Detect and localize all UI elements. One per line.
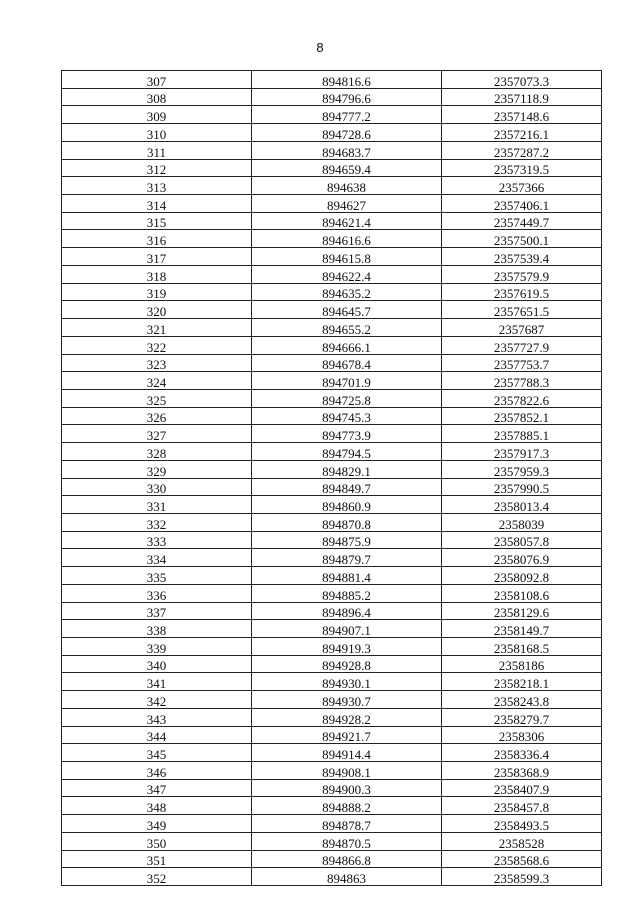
point-number-cell: 341 — [62, 673, 252, 691]
coordinates-table — [61, 70, 602, 886]
table-row — [62, 744, 602, 762]
y-coordinate-cell: 2357366 — [442, 177, 602, 195]
table-row — [62, 655, 602, 673]
y-coordinate-cell: 2358129.6 — [442, 602, 602, 620]
point-number-cell: 336 — [62, 584, 252, 602]
point-number-cell: 346 — [62, 762, 252, 780]
x-coordinate-cell: 894622.4 — [252, 265, 442, 283]
point-number-cell: 320 — [62, 301, 252, 319]
y-coordinate-cell: 2357406.1 — [442, 195, 602, 213]
table-row — [62, 513, 602, 531]
y-coordinate-cell: 2357216.1 — [442, 124, 602, 142]
y-coordinate-cell: 2357500.1 — [442, 230, 602, 248]
y-coordinate-cell: 2358368.9 — [442, 762, 602, 780]
y-coordinate-cell: 2357619.5 — [442, 283, 602, 301]
x-coordinate-cell: 894860.9 — [252, 496, 442, 514]
point-number-cell: 352 — [62, 868, 252, 886]
y-coordinate-cell: 2357885.1 — [442, 425, 602, 443]
x-coordinate-cell: 894627 — [252, 195, 442, 213]
point-number-cell: 307 — [62, 71, 252, 89]
point-number-cell: 335 — [62, 567, 252, 585]
y-coordinate-cell: 2358057.8 — [442, 531, 602, 549]
table-row — [62, 177, 602, 195]
x-coordinate-cell: 894866.8 — [252, 850, 442, 868]
x-coordinate-cell: 894616.6 — [252, 230, 442, 248]
table-row — [62, 407, 602, 425]
y-coordinate-cell: 2358407.9 — [442, 779, 602, 797]
table-row — [62, 248, 602, 266]
point-number-cell: 310 — [62, 124, 252, 142]
table-row — [62, 496, 602, 514]
y-coordinate-cell: 2357651.5 — [442, 301, 602, 319]
x-coordinate-cell: 894745.3 — [252, 407, 442, 425]
y-coordinate-cell: 2357727.9 — [442, 336, 602, 354]
y-coordinate-cell: 2358108.6 — [442, 584, 602, 602]
x-coordinate-cell: 894896.4 — [252, 602, 442, 620]
y-coordinate-cell: 2358243.8 — [442, 691, 602, 709]
y-coordinate-cell: 2357852.1 — [442, 407, 602, 425]
table-row — [62, 850, 602, 868]
point-number-cell: 327 — [62, 425, 252, 443]
coordinates-table-body — [62, 71, 602, 886]
table-row — [62, 673, 602, 691]
x-coordinate-cell: 894666.1 — [252, 336, 442, 354]
point-number-cell: 312 — [62, 159, 252, 177]
point-number-cell: 340 — [62, 655, 252, 673]
x-coordinate-cell: 894881.4 — [252, 567, 442, 585]
table-row — [62, 336, 602, 354]
table-row — [62, 106, 602, 124]
x-coordinate-cell: 894908.1 — [252, 762, 442, 780]
x-coordinate-cell: 894921.7 — [252, 726, 442, 744]
x-coordinate-cell: 894796.6 — [252, 88, 442, 106]
x-coordinate-cell: 894930.7 — [252, 691, 442, 709]
point-number-cell: 319 — [62, 283, 252, 301]
point-number-cell: 347 — [62, 779, 252, 797]
point-number-cell: 317 — [62, 248, 252, 266]
x-coordinate-cell: 894888.2 — [252, 797, 442, 815]
point-number-cell: 343 — [62, 708, 252, 726]
point-number-cell: 329 — [62, 460, 252, 478]
x-coordinate-cell: 894638 — [252, 177, 442, 195]
table-row — [62, 265, 602, 283]
x-coordinate-cell: 894816.6 — [252, 71, 442, 89]
table-row — [62, 212, 602, 230]
point-number-cell: 323 — [62, 354, 252, 372]
table-row — [62, 531, 602, 549]
table-row — [62, 868, 602, 886]
table-row — [62, 708, 602, 726]
y-coordinate-cell: 2358568.6 — [442, 850, 602, 868]
table-row — [62, 389, 602, 407]
y-coordinate-cell: 2357073.3 — [442, 71, 602, 89]
point-number-cell: 330 — [62, 478, 252, 496]
page-number: 8 — [316, 40, 324, 55]
table-row — [62, 478, 602, 496]
table-row — [62, 124, 602, 142]
x-coordinate-cell: 894728.6 — [252, 124, 442, 142]
y-coordinate-cell: 2358457.8 — [442, 797, 602, 815]
point-number-cell: 325 — [62, 389, 252, 407]
point-number-cell: 322 — [62, 336, 252, 354]
y-coordinate-cell: 2357959.3 — [442, 460, 602, 478]
x-coordinate-cell: 894914.4 — [252, 744, 442, 762]
y-coordinate-cell: 2357449.7 — [442, 212, 602, 230]
table-row — [62, 195, 602, 213]
x-coordinate-cell: 894870.8 — [252, 513, 442, 531]
table-row — [62, 567, 602, 585]
y-coordinate-cell: 2358599.3 — [442, 868, 602, 886]
y-coordinate-cell: 2357917.3 — [442, 443, 602, 461]
point-number-cell: 332 — [62, 513, 252, 531]
x-coordinate-cell: 894794.5 — [252, 443, 442, 461]
table-row — [62, 443, 602, 461]
point-number-cell: 316 — [62, 230, 252, 248]
x-coordinate-cell: 894930.1 — [252, 673, 442, 691]
y-coordinate-cell: 2357788.3 — [442, 372, 602, 390]
x-coordinate-cell: 894659.4 — [252, 159, 442, 177]
x-coordinate-cell: 894928.2 — [252, 708, 442, 726]
table-row — [62, 354, 602, 372]
table-row — [62, 638, 602, 656]
point-number-cell: 328 — [62, 443, 252, 461]
x-coordinate-cell: 894829.1 — [252, 460, 442, 478]
point-number-cell: 311 — [62, 141, 252, 159]
table-row — [62, 71, 602, 89]
point-number-cell: 331 — [62, 496, 252, 514]
point-number-cell: 314 — [62, 195, 252, 213]
point-number-cell: 344 — [62, 726, 252, 744]
y-coordinate-cell: 2357579.9 — [442, 265, 602, 283]
point-number-cell: 338 — [62, 620, 252, 638]
y-coordinate-cell: 2357687 — [442, 319, 602, 337]
table-row — [62, 425, 602, 443]
x-coordinate-cell: 894885.2 — [252, 584, 442, 602]
x-coordinate-cell: 894701.9 — [252, 372, 442, 390]
y-coordinate-cell: 2357319.5 — [442, 159, 602, 177]
x-coordinate-cell: 894678.4 — [252, 354, 442, 372]
y-coordinate-cell: 2358218.1 — [442, 673, 602, 691]
x-coordinate-cell: 894900.3 — [252, 779, 442, 797]
table-row — [62, 372, 602, 390]
y-coordinate-cell: 2358092.8 — [442, 567, 602, 585]
table-row — [62, 319, 602, 337]
x-coordinate-cell: 894879.7 — [252, 549, 442, 567]
table-row — [62, 159, 602, 177]
x-coordinate-cell: 894878.7 — [252, 815, 442, 833]
y-coordinate-cell: 2358306 — [442, 726, 602, 744]
x-coordinate-cell: 894928.8 — [252, 655, 442, 673]
y-coordinate-cell: 2357118.9 — [442, 88, 602, 106]
x-coordinate-cell: 894907.1 — [252, 620, 442, 638]
x-coordinate-cell: 894655.2 — [252, 319, 442, 337]
y-coordinate-cell: 2358528 — [442, 832, 602, 850]
point-number-cell: 321 — [62, 319, 252, 337]
y-coordinate-cell: 2358149.7 — [442, 620, 602, 638]
table-row — [62, 549, 602, 567]
x-coordinate-cell: 894773.9 — [252, 425, 442, 443]
point-number-cell: 350 — [62, 832, 252, 850]
y-coordinate-cell: 2357753.7 — [442, 354, 602, 372]
point-number-cell: 315 — [62, 212, 252, 230]
table-row — [62, 602, 602, 620]
x-coordinate-cell: 894870.5 — [252, 832, 442, 850]
x-coordinate-cell: 894849.7 — [252, 478, 442, 496]
table-row — [62, 691, 602, 709]
y-coordinate-cell: 2358493.5 — [442, 815, 602, 833]
table-row — [62, 832, 602, 850]
y-coordinate-cell: 2357990.5 — [442, 478, 602, 496]
x-coordinate-cell: 894863 — [252, 868, 442, 886]
point-number-cell: 309 — [62, 106, 252, 124]
point-number-cell: 337 — [62, 602, 252, 620]
x-coordinate-cell: 894621.4 — [252, 212, 442, 230]
x-coordinate-cell: 894645.7 — [252, 301, 442, 319]
table-row — [62, 815, 602, 833]
point-number-cell: 324 — [62, 372, 252, 390]
x-coordinate-cell: 894615.8 — [252, 248, 442, 266]
point-number-cell: 345 — [62, 744, 252, 762]
table-row — [62, 620, 602, 638]
y-coordinate-cell: 2357822.6 — [442, 389, 602, 407]
y-coordinate-cell: 2357287.2 — [442, 141, 602, 159]
point-number-cell: 326 — [62, 407, 252, 425]
y-coordinate-cell: 2358168.5 — [442, 638, 602, 656]
x-coordinate-cell: 894683.7 — [252, 141, 442, 159]
y-coordinate-cell: 2358336.4 — [442, 744, 602, 762]
point-number-cell: 342 — [62, 691, 252, 709]
table-row — [62, 141, 602, 159]
table-row — [62, 283, 602, 301]
x-coordinate-cell: 894777.2 — [252, 106, 442, 124]
point-number-cell: 351 — [62, 850, 252, 868]
x-coordinate-cell: 894875.9 — [252, 531, 442, 549]
point-number-cell: 318 — [62, 265, 252, 283]
x-coordinate-cell: 894635.2 — [252, 283, 442, 301]
point-number-cell: 313 — [62, 177, 252, 195]
point-number-cell: 333 — [62, 531, 252, 549]
point-number-cell: 334 — [62, 549, 252, 567]
point-number-cell: 349 — [62, 815, 252, 833]
table-row — [62, 726, 602, 744]
point-number-cell: 308 — [62, 88, 252, 106]
y-coordinate-cell: 2358279.7 — [442, 708, 602, 726]
y-coordinate-cell: 2358076.9 — [442, 549, 602, 567]
y-coordinate-cell: 2357148.6 — [442, 106, 602, 124]
table-row — [62, 230, 602, 248]
y-coordinate-cell: 2358013.4 — [442, 496, 602, 514]
y-coordinate-cell: 2358186 — [442, 655, 602, 673]
table-row — [62, 797, 602, 815]
point-number-cell: 339 — [62, 638, 252, 656]
y-coordinate-cell: 2358039 — [442, 513, 602, 531]
table-row — [62, 584, 602, 602]
table-row — [62, 779, 602, 797]
table-row — [62, 460, 602, 478]
table-row — [62, 762, 602, 780]
y-coordinate-cell: 2357539.4 — [442, 248, 602, 266]
x-coordinate-cell: 894725.8 — [252, 389, 442, 407]
table-row — [62, 88, 602, 106]
x-coordinate-cell: 894919.3 — [252, 638, 442, 656]
table-row — [62, 301, 602, 319]
point-number-cell: 348 — [62, 797, 252, 815]
